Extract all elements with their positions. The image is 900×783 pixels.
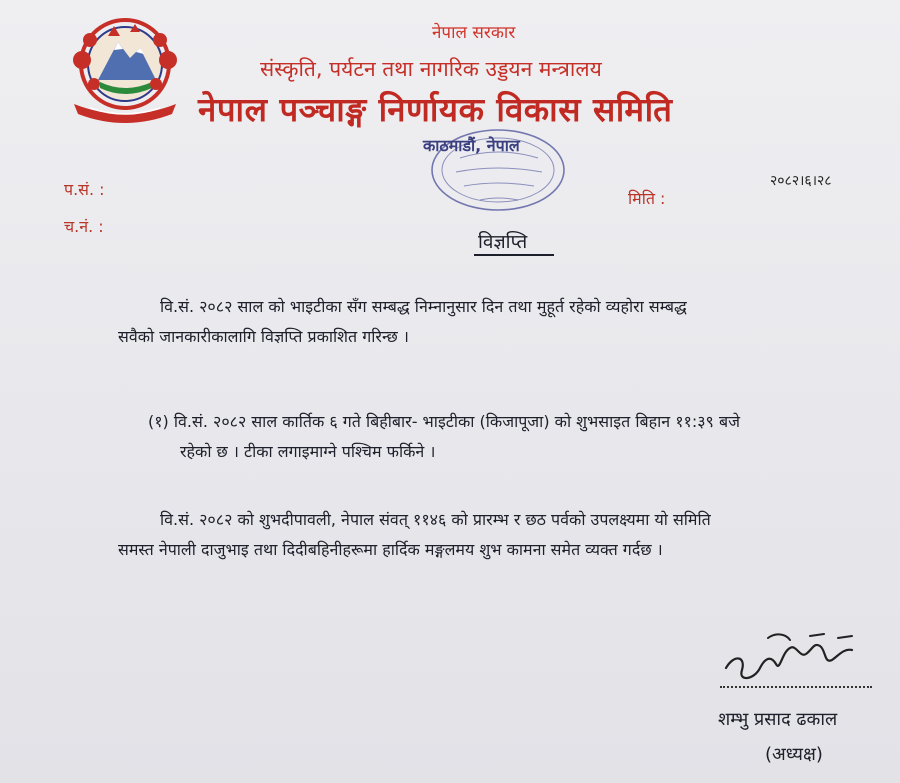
date-value: २०८२।६।२८: [770, 173, 832, 189]
committee-heading: नेपाल पञ्चाङ्ग निर्णायक विकास समिति: [198, 90, 673, 129]
paragraph-1-line-1: वि.सं. २०८२ साल को भाइटीका सँग सम्बद्ध निम्नानुसार दिन तथा मुहूर्त रहेको व्यहोरा सम्बद्ध: [160, 297, 687, 316]
paragraph-3-line-1: वि.सं. २०८२ को शुभदीपावली, नेपाल संवत् ११४६ को प्रारम्भ र छठ पर्वको उपलक्ष्यमा यो समिति: [160, 510, 711, 529]
item-1-line-2: रहेको छ । टीका लगाइमाग्ने पश्चिम फर्किने ।: [180, 442, 436, 461]
notice-title: विज्ञप्ति: [478, 231, 528, 253]
handwritten-signature: [720, 624, 870, 694]
ministry-heading: संस्कृति, पर्यटन तथा नागरिक उड्डयन मन्त्रालय: [260, 57, 602, 81]
stamp-city-text: काठमाडौं, नेपाल: [423, 136, 520, 155]
signature-line: [720, 686, 872, 688]
reference-number-label: प.सं. :: [64, 180, 105, 199]
nepal-emblem-icon: [60, 12, 190, 124]
government-heading: नेपाल सरकार: [432, 23, 516, 43]
signatory-title: (अध्यक्ष): [765, 744, 823, 765]
signatory-name: शम्भु प्रसाद ढकाल: [718, 709, 838, 730]
date-label: मिति :: [628, 189, 666, 208]
paragraph-1-line-2: सवैको जानकारीकालागि विज्ञप्ति प्रकाशित गरिन्छ ।: [118, 327, 409, 346]
dispatch-number-label: च.नं. :: [64, 217, 104, 236]
title-underline: [474, 254, 554, 256]
paragraph-3-line-2: समस्त नेपाली दाजुभाइ तथा दिदीबहिनीहरूमा हार्दिक मङ्गलमय शुभ कामना समेत व्यक्त गर्दछ ।: [118, 540, 663, 559]
item-1-line-1: (१) वि.सं. २०८२ साल कार्तिक ६ गते बिहीबार- भाइटीका (किजापूजा) को शुभसाइत बिहान ११:३९ बजे: [148, 412, 740, 431]
